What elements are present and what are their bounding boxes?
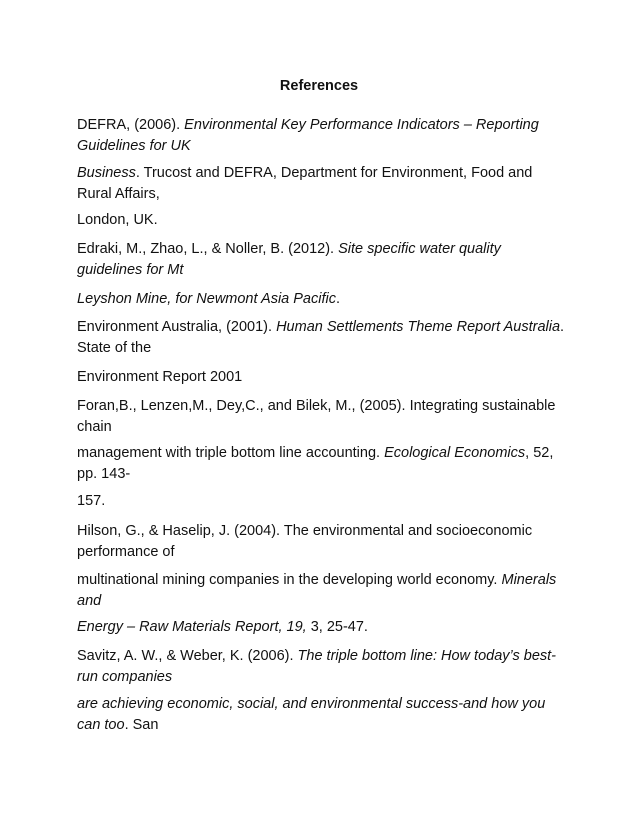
text-run: 157.: [77, 493, 106, 509]
text-run: . State of the: [77, 319, 565, 356]
text-run: 3, 25-47.: [306, 619, 368, 635]
text-run: multinational mining companies in the developing world economy.: [77, 572, 502, 588]
text-run: Hilson, G., & Haselip, J. (2004). The environmental and socioeconomic performance of: [77, 523, 533, 560]
reference-line: [77, 521, 567, 563]
reference-line: [77, 694, 567, 736]
text-run: .: [335, 291, 340, 307]
text-run: , 52, pp. 143-: [77, 445, 554, 482]
italic-text: Leyshon Mine, for Newmont Asia Pacific: [77, 291, 336, 307]
text-run: DEFRA, (2006).: [77, 117, 185, 133]
reference-line: [77, 163, 567, 205]
italic-text: Environmental Key Performance Indicators – Reporting Guidelines for UK: [77, 117, 539, 154]
reference-line: [77, 367, 567, 388]
text-run: Environment Australia, (2001).: [77, 319, 277, 335]
text-run: Foran,B., Lenzen,M., Dey,C., and Bilek, M., (2005). Integrating sustainable chain: [77, 398, 556, 435]
reference-line: [77, 396, 567, 438]
reference-line: [77, 646, 567, 688]
reference-line: [77, 491, 567, 512]
italic-text: Energy – Raw Materials Report, 19,: [77, 619, 307, 635]
reference-line: [77, 570, 567, 612]
italic-text: The triple bottom line: How today’s best-run companies: [77, 648, 556, 685]
italic-text: are achieving economic, social, and environmental success-and how you can too: [77, 696, 546, 733]
reference-line: [77, 317, 567, 359]
reference-line: [77, 617, 567, 638]
reference-line: [77, 239, 567, 281]
text-run: Savitz, A. W., & Weber, K. (2006).: [77, 648, 298, 664]
italic-text: Human Settlements Theme Report Australia: [276, 319, 561, 335]
text-run: management with triple bottom line accounting.: [77, 445, 385, 461]
italic-text: Site specific water quality guidelines for Mt: [77, 241, 501, 278]
page-title: References: [279, 78, 359, 94]
italic-text: Business: [77, 165, 136, 181]
reference-line: [77, 289, 567, 310]
reference-line: [77, 210, 567, 231]
italic-text: Ecological Economics: [384, 445, 526, 461]
text-run: . San: [124, 717, 159, 733]
text-run: Edraki, M., Zhao, L., & Noller, B. (2012).: [77, 241, 339, 257]
italic-text: Minerals and: [77, 572, 557, 609]
text-run: . Trucost and DEFRA, Department for Environment, Food and Rural Affairs,: [77, 165, 533, 202]
reference-line: [77, 115, 567, 157]
text-run: Environment Report 2001: [77, 369, 243, 385]
text-run: London, UK.: [77, 212, 158, 228]
reference-line: [77, 443, 567, 485]
